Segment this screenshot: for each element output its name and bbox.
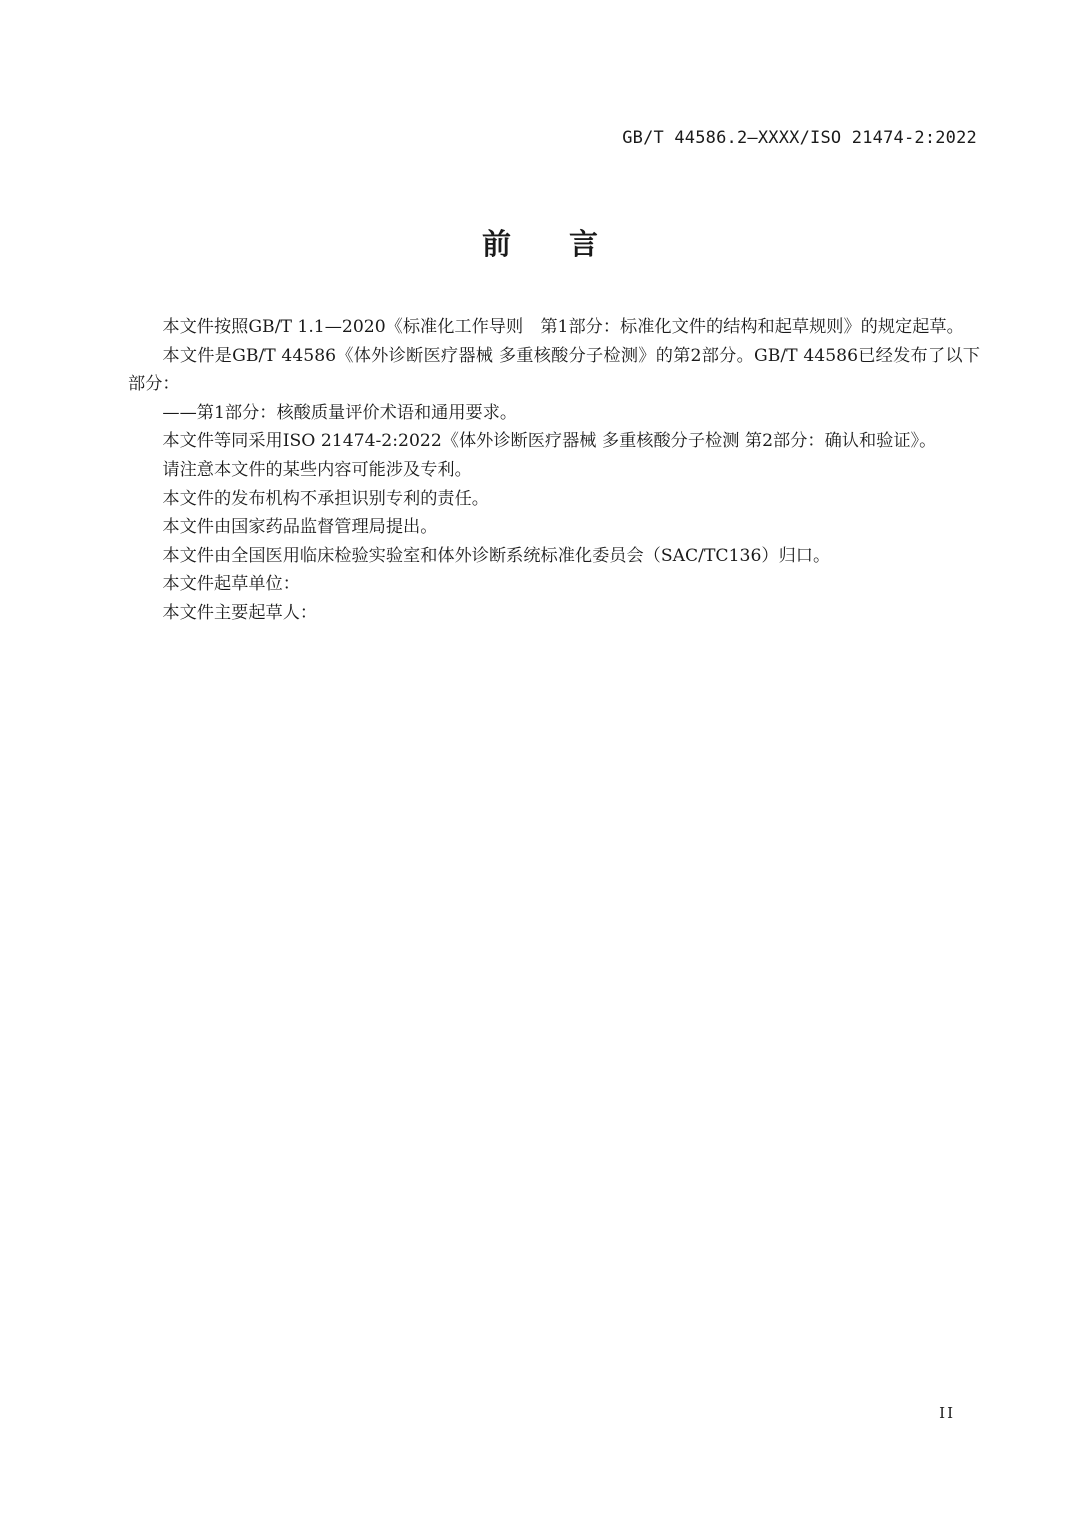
- page-title: 前言: [481, 227, 656, 261]
- paragraph-patent-notice: 请注意本文件的某些内容可能涉及专利。: [162, 459, 472, 480]
- paragraph-drafting-units: 本文件起草单位：: [162, 574, 300, 595]
- paragraph-proposer: 本文件由国家药品监督管理局提出。: [162, 517, 438, 538]
- paragraph-drafting-rules: 本文件按照GB/T 1.1—2020《标准化工作导则 第1部分：标准化文件的结构和起草规则》的规定起草。: [162, 317, 964, 337]
- paragraph-part-info: 本文件是GB/T 44586《体外诊断医疗器械 多重核酸分子检测》的第2部分。GB/T 44586已经发布了以下部分：: [128, 345, 980, 395]
- paragraph-committee: 本文件由全国医用临床检验实验室和体外诊断系统标准化委员会（SAC/TC136）归口。: [162, 545, 831, 566]
- paragraph-drafters: 本文件主要起草人：: [162, 602, 318, 623]
- paragraph-iso-adoption: 本文件等同采用ISO 21474-2:2022《体外诊断医疗器械 多重核酸分子检测 第2部分：确认和验证》。: [162, 431, 937, 452]
- standard-code: GB/T 44586.2—XXXX/ISO 21474-2:2022: [622, 128, 977, 148]
- paragraph-patent-responsibility: 本文件的发布机构不承担识别专利的责任。: [162, 488, 489, 509]
- page-number: II: [939, 1404, 955, 1422]
- foreword-body: [128, 313, 980, 628]
- list-item-part-1: ——第1部分：核酸质量评价术语和通用要求。: [162, 402, 518, 423]
